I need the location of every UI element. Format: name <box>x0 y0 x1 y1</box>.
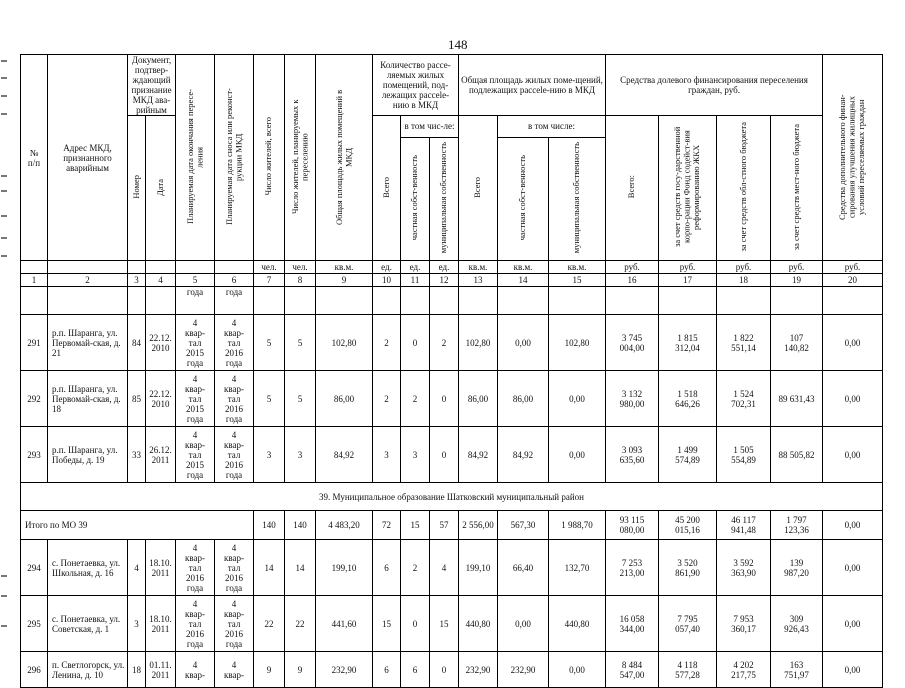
header-area-private: частная собст-венность <box>498 137 549 260</box>
header-doc-number: Номер <box>128 116 146 261</box>
resettlement-table <box>20 54 883 688</box>
cell-financing-region: 1 822 551,14 <box>717 315 771 371</box>
cell-quantity-total: 6 <box>373 652 401 688</box>
header-residents-planned: Число жителей, планируемых к переселению <box>285 55 316 261</box>
cell-planned-demolition: 4 квар- <box>215 652 254 688</box>
total-cell: 1 797 123,36 <box>771 511 823 540</box>
cell-quantity-private: 6 <box>401 652 430 688</box>
cell-residents-total: 9 <box>254 652 285 688</box>
cell-financing-additional: 0,00 <box>823 427 883 483</box>
cell-quantity-municipal: 2 <box>430 315 459 371</box>
total-cell: 1 988,70 <box>549 511 606 540</box>
cell-residents-total: 5 <box>254 315 285 371</box>
cell-doc-number: 85 <box>128 371 146 427</box>
header-additional-financing: Средства дополнительного финан-сирования улучшения жилищных условий переселяемых граждан <box>823 55 883 261</box>
carry-over-row <box>21 287 883 315</box>
cell-financing-total: 3 093 635,60 <box>606 427 659 483</box>
header-area-municipal: муниципальная собственность <box>549 137 606 260</box>
cell-doc-number: 4 <box>128 540 146 596</box>
header-fin-local: за счет средств мест-ного бюджета <box>771 116 823 261</box>
total-cell: 57 <box>430 511 459 540</box>
units-row: чел. чел. кв.м. ед. ед. ед. кв.м. кв.м. кв.м. руб. руб. руб. руб. руб. <box>21 261 883 274</box>
header-quantity-subgroup: в том чис-ле: <box>401 116 459 138</box>
cell-row-number: 294 <box>21 540 48 596</box>
cell-address: р.п. Шаранга, ул. Первомай-ская, д. 21 <box>48 315 128 371</box>
header-address: Адрес МКД, признанного аварийным <box>48 55 128 261</box>
cell-area-private: 86,00 <box>498 371 549 427</box>
section-row <box>21 483 883 511</box>
header-document-group: Документ, подтвер-ждающий признание МКД ава-рийным <box>128 55 176 116</box>
cell-area-municipal: 0,00 <box>549 427 606 483</box>
table-row <box>21 652 883 688</box>
cell-quantity-private: 0 <box>401 315 430 371</box>
cell-total-area: 86,00 <box>316 371 373 427</box>
total-cell: 140 <box>254 511 285 540</box>
cell-financing-region: 1 505 554,89 <box>717 427 771 483</box>
total-cell: 46 117 941,48 <box>717 511 771 540</box>
header-total-area: Общая площадь жилых помещений в МКД <box>316 55 373 261</box>
cell-financing-additional: 0,00 <box>823 315 883 371</box>
cell-row-number: 291 <box>21 315 48 371</box>
cell-quantity-private: 2 <box>401 371 430 427</box>
header-quantity-total: Всего <box>373 116 401 261</box>
total-label: Итого по МО 39 <box>21 511 254 540</box>
cell-quantity-total: 2 <box>373 315 401 371</box>
cell-financing-fund: 1 518 646,26 <box>659 371 717 427</box>
cell-quantity-municipal: 0 <box>430 427 459 483</box>
cell-row-number: 295 <box>21 596 48 652</box>
cell-total-area: 199,10 <box>316 540 373 596</box>
cell-area-total: 440,80 <box>459 596 498 652</box>
cell-financing-fund: 4 118 577,28 <box>659 652 717 688</box>
total-cell: 45 200 015,16 <box>659 511 717 540</box>
header-financing-group: Средства долевого финансирования переселения граждан, руб. <box>606 55 823 116</box>
header-row-number: № п/п <box>21 55 48 261</box>
cell-area-municipal: 132,70 <box>549 540 606 596</box>
cell-row-number: 296 <box>21 652 48 688</box>
cell-planned-end: 4 квар- тал 2016 года <box>176 540 215 596</box>
header-residents-total: Число жителей, всего <box>254 55 285 261</box>
cell-financing-region: 4 202 217,75 <box>717 652 771 688</box>
header-fin-total: Всего: <box>606 116 659 261</box>
header-planned-end: Планируемая дата окончания пересе-ления <box>176 55 215 261</box>
carry-over-cell: года <box>215 287 254 315</box>
table-row <box>21 596 883 652</box>
cell-residents-total: 14 <box>254 540 285 596</box>
cell-area-total: 102,80 <box>459 315 498 371</box>
cell-planned-demolition: 4 квар- тал 2016 года <box>215 596 254 652</box>
cell-residents-planned: 22 <box>285 596 316 652</box>
total-cell: 0,00 <box>823 511 883 540</box>
column-numbers-row: 1 2 3 4 5 6 7 8 9 10 11 12 13 14 15 16 17 18 19 20 <box>21 274 883 287</box>
total-cell: 15 <box>401 511 430 540</box>
cell-planned-demolition: 4 квар- тал 2016 года <box>215 540 254 596</box>
cell-area-total: 232,90 <box>459 652 498 688</box>
cell-planned-end: 4 квар- <box>176 652 215 688</box>
cell-area-municipal: 0,00 <box>549 371 606 427</box>
cell-financing-local: 309 926,43 <box>771 596 823 652</box>
cell-financing-total: 7 253 213,00 <box>606 540 659 596</box>
cell-doc-date: 18.10. 2011 <box>146 596 176 652</box>
cell-row-number: 292 <box>21 371 48 427</box>
cell-area-private: 0,00 <box>498 596 549 652</box>
cell-planned-end: 4 квар- тал 2015 года <box>176 315 215 371</box>
header-planned-demolition: Планируемая дата сноса или реконст-рукции МКД <box>215 55 254 261</box>
page-number: 148 <box>448 37 468 52</box>
total-cell: 567,30 <box>498 511 549 540</box>
cell-financing-additional: 0,00 <box>823 652 883 688</box>
cell-financing-local: 139 987,20 <box>771 540 823 596</box>
cell-quantity-private: 0 <box>401 596 430 652</box>
cell-quantity-municipal: 4 <box>430 540 459 596</box>
cell-financing-additional: 0,00 <box>823 371 883 427</box>
cell-area-total: 84,92 <box>459 427 498 483</box>
cell-financing-fund: 1 499 574,89 <box>659 427 717 483</box>
table-row <box>21 315 883 371</box>
table-body <box>21 287 883 688</box>
cell-financing-region: 7 953 360,17 <box>717 596 771 652</box>
cell-financing-total: 3 132 980,00 <box>606 371 659 427</box>
cell-doc-number: 33 <box>128 427 146 483</box>
table-row <box>21 540 883 596</box>
cell-address: р.п. Шаранга, ул. Первомай-ская, д. 18 <box>48 371 128 427</box>
carry-over-cell: года <box>176 287 215 315</box>
cell-quantity-municipal: 0 <box>430 652 459 688</box>
cell-doc-date: 01.11. 2011 <box>146 652 176 688</box>
cell-quantity-municipal: 0 <box>430 371 459 427</box>
cell-total-area: 441,60 <box>316 596 373 652</box>
cell-doc-date: 22.12. 2010 <box>146 315 176 371</box>
cell-area-total: 199,10 <box>459 540 498 596</box>
total-cell: 2 556,00 <box>459 511 498 540</box>
cell-planned-end: 4 квар- тал 2015 года <box>176 427 215 483</box>
total-cell: 140 <box>285 511 316 540</box>
total-cell: 4 483,20 <box>316 511 373 540</box>
cell-doc-date: 22.12. 2010 <box>146 371 176 427</box>
cell-doc-date: 26.12. 2011 <box>146 427 176 483</box>
cell-financing-fund: 7 795 057,40 <box>659 596 717 652</box>
cell-address: п. Светлогорск, ул. Ленина, д. 10 <box>48 652 128 688</box>
total-cell: 93 115 080,00 <box>606 511 659 540</box>
cell-financing-additional: 0,00 <box>823 540 883 596</box>
header-area-total: Всего <box>459 116 498 261</box>
cell-total-area: 232,90 <box>316 652 373 688</box>
cell-quantity-total: 3 <box>373 427 401 483</box>
cell-area-private: 232,90 <box>498 652 549 688</box>
cell-total-area: 84,92 <box>316 427 373 483</box>
cell-financing-local: 89 631,43 <box>771 371 823 427</box>
cell-address: с. Понетаевка, ул. Школьная, д. 16 <box>48 540 128 596</box>
header-fin-region: за счет средств обл-стного бюджета <box>717 116 771 261</box>
scan-edge-marks <box>0 55 10 640</box>
cell-planned-end: 4 квар- тал 2016 года <box>176 596 215 652</box>
header-area-subgroup: в том числе: <box>498 116 606 138</box>
section-title: 39. Муниципальное образование Шатковский муниципальный район <box>21 483 883 511</box>
cell-financing-fund: 3 520 861,90 <box>659 540 717 596</box>
cell-residents-total: 5 <box>254 371 285 427</box>
table-row <box>21 371 883 427</box>
cell-quantity-total: 15 <box>373 596 401 652</box>
cell-area-municipal: 0,00 <box>549 652 606 688</box>
cell-residents-planned: 9 <box>285 652 316 688</box>
cell-financing-region: 3 592 363,90 <box>717 540 771 596</box>
cell-planned-end: 4 квар- тал 2015 года <box>176 371 215 427</box>
cell-financing-additional: 0,00 <box>823 596 883 652</box>
cell-residents-total: 22 <box>254 596 285 652</box>
cell-financing-total: 3 745 004,00 <box>606 315 659 371</box>
cell-financing-total: 16 058 344,00 <box>606 596 659 652</box>
header-area-group: Общая площадь жилых поме-щений, подлежащих рассele-нию в МКД <box>459 55 606 116</box>
cell-doc-number: 18 <box>128 652 146 688</box>
cell-financing-region: 1 524 702,31 <box>717 371 771 427</box>
table-header <box>21 55 883 287</box>
total-cell: 72 <box>373 511 401 540</box>
cell-doc-number: 84 <box>128 315 146 371</box>
header-quantity-private: частная собст-венность <box>401 137 430 260</box>
cell-area-private: 0,00 <box>498 315 549 371</box>
cell-residents-planned: 5 <box>285 371 316 427</box>
cell-financing-local: 107 140,82 <box>771 315 823 371</box>
cell-area-total: 86,00 <box>459 371 498 427</box>
cell-row-number: 293 <box>21 427 48 483</box>
cell-quantity-private: 2 <box>401 540 430 596</box>
header-quantity-municipal: муниципальная собственность <box>430 137 459 260</box>
cell-financing-local: 163 751,97 <box>771 652 823 688</box>
cell-planned-demolition: 4 квар- тал 2016 года <box>215 315 254 371</box>
cell-address: с. Понетаевка, ул. Советская, д. 1 <box>48 596 128 652</box>
cell-residents-planned: 5 <box>285 315 316 371</box>
cell-quantity-total: 6 <box>373 540 401 596</box>
cell-doc-number: 3 <box>128 596 146 652</box>
header-fin-fund: за счет средств госу-дарственной корпо-рации Фонд содейст-вия реформированию ЖКХ <box>659 116 717 261</box>
cell-area-municipal: 440,80 <box>549 596 606 652</box>
total-row <box>21 511 883 540</box>
cell-quantity-total: 2 <box>373 371 401 427</box>
cell-residents-total: 3 <box>254 427 285 483</box>
cell-financing-total: 8 484 547,00 <box>606 652 659 688</box>
table-row <box>21 427 883 483</box>
cell-residents-planned: 3 <box>285 427 316 483</box>
cell-financing-local: 88 505,82 <box>771 427 823 483</box>
cell-quantity-municipal: 15 <box>430 596 459 652</box>
header-doc-date: Дата <box>146 116 176 261</box>
cell-area-private: 66,40 <box>498 540 549 596</box>
cell-total-area: 102,80 <box>316 315 373 371</box>
cell-financing-fund: 1 815 312,04 <box>659 315 717 371</box>
header-quantity-group: Количество рассе-ляемых жилых помещений, под-лежащих рассele-нию в МКД <box>373 55 459 116</box>
cell-doc-date: 18.10. 2011 <box>146 540 176 596</box>
cell-quantity-private: 3 <box>401 427 430 483</box>
cell-planned-demolition: 4 квар- тал 2016 года <box>215 371 254 427</box>
cell-area-private: 84,92 <box>498 427 549 483</box>
cell-planned-demolition: 4 квар- тал 2016 года <box>215 427 254 483</box>
cell-address: р.п. Шаранга, ул. Победы, д. 19 <box>48 427 128 483</box>
cell-area-municipal: 102,80 <box>549 315 606 371</box>
cell-residents-planned: 14 <box>285 540 316 596</box>
